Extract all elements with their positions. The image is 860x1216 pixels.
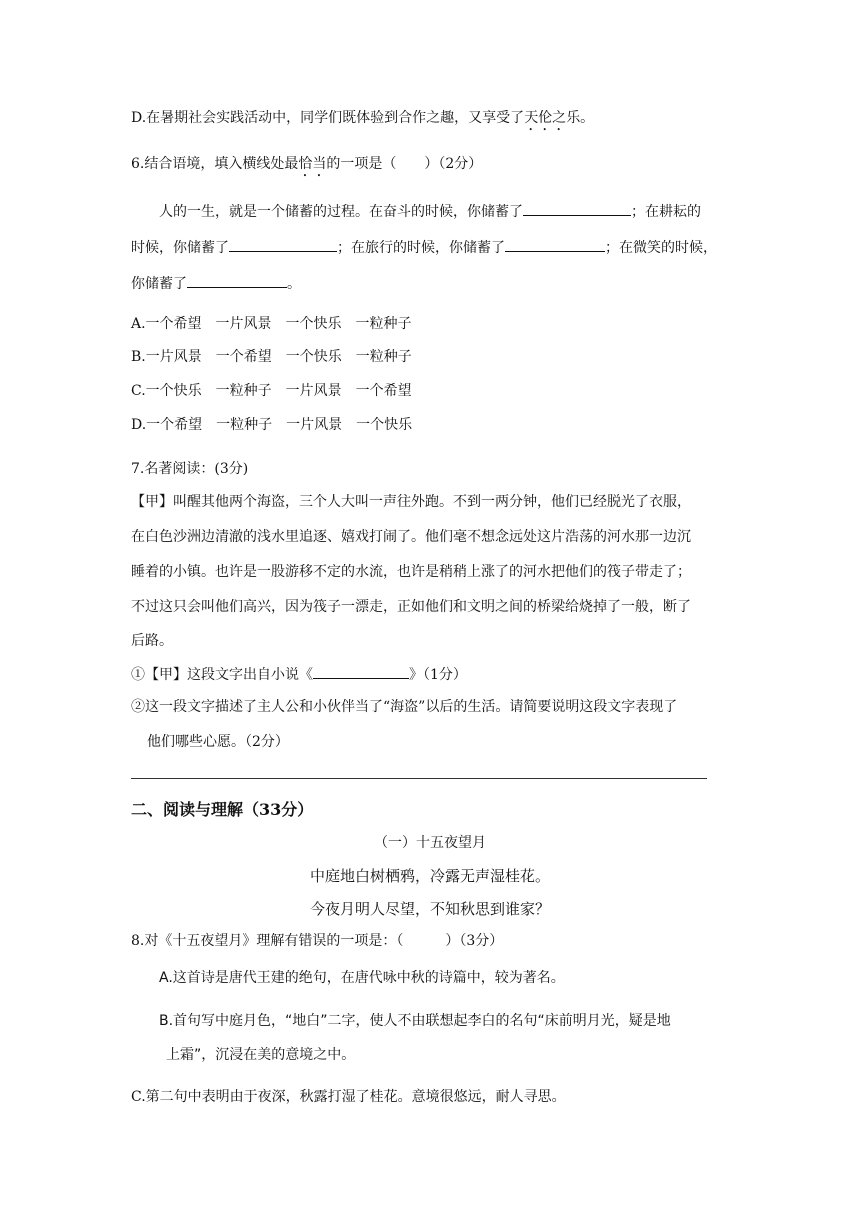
- blank-1: [523, 201, 631, 216]
- option-d-tail: 乐。: [566, 110, 595, 126]
- q6-option-c: C.一个快乐 一粒种子 一片风景 一个希望: [131, 383, 412, 399]
- q6-option-b: B.一片风景 一个希望 一个快乐 一粒种子: [131, 349, 412, 365]
- book-title-blank: [313, 664, 409, 679]
- q6-emphasis: 恰当: [298, 156, 327, 172]
- p6-l2a: 时候，你储蓄了: [131, 240, 229, 256]
- q8-option-b-line2: 上霜”，沉浸在美的意境之中。: [166, 1047, 356, 1063]
- blank-2: [229, 237, 337, 252]
- option-d-text: D.在暑期社会实践活动中，同学们既体验到合作之趣，又享受了: [131, 110, 525, 126]
- question-7-title: 7.名著阅读：(3分): [131, 461, 249, 477]
- p6-l3a: 你储蓄了: [131, 276, 187, 292]
- q6-option-d: D.一个希望 一粒种子 一片风景 一个快乐: [131, 417, 413, 433]
- passage6-line1: [159, 201, 701, 222]
- q7-sub2-line2: 他们哪些心愿。（2分）: [147, 734, 289, 750]
- section-heading: 二、阅读与理解（33分）: [131, 800, 314, 819]
- answer-line: [131, 778, 707, 779]
- passage6-line2: [131, 237, 717, 258]
- option-d-line: [131, 108, 594, 134]
- q8-option-c: C.第二句中表明由于夜深，秋露打湿了桂花。意境很悠远，耐人寻思。: [131, 1089, 566, 1105]
- passage6-line3: [131, 273, 301, 294]
- q7-passage-line: 后路。: [131, 633, 173, 649]
- poem-line-2: 今夜月明人尽望，不知秋思到谁家？: [309, 900, 550, 918]
- q7-sub2-line1: ②这一段文字描述了主人公和小伙伴当了“海盗”以后的生活。请简要说明这段文字表现了: [131, 699, 678, 715]
- p6-l2b: ；在旅行的时候，你储蓄了: [337, 240, 505, 256]
- q7-passage-line: 睡着的小镇。也许是一股游移不定的水流，也许是稍稍上涨了的河水把他们的筏子带走了；: [131, 564, 691, 580]
- q7-passage-line: 不过这只会叫他们高兴，因为筏子一漂走，正如他们和文明之间的桥梁给烧掉了一般，断了: [131, 599, 691, 615]
- q6-tail: 的一项是（ ）（2分）: [326, 156, 483, 172]
- p6-l1b: ；在耕耘的: [631, 204, 701, 220]
- question-6-title: [131, 154, 482, 180]
- p6-l1a: 人的一生，就是一个储蓄的过程。在奋斗的时候，你储蓄了: [159, 204, 523, 220]
- poem-line-1: 中庭地白树栖鸦，冷露无声湿桂花。: [309, 867, 550, 885]
- q7-sub1-tail: 》（1分）: [409, 667, 467, 683]
- q8-option-a: A.这首诗是唐代王建的绝句，在唐代咏中秋的诗篇中，较为著名。: [159, 970, 565, 986]
- p6-l2c: ；在微笑的时候，: [605, 240, 717, 256]
- question-8-title: 8.对《十五夜望月》理解有错误的一项是：（ ）（3分）: [131, 933, 504, 949]
- q7-sub1: [131, 664, 467, 685]
- q7-passage-line: 在白色沙洲边清澈的浅水里追逐、嬉戏打闹了。他们毫不想念远处这片浩荡的河水那一边沉: [131, 529, 691, 545]
- poem-title: （一）十五夜望月: [374, 835, 486, 851]
- q6-text: 6.结合语境，填入横线处最: [131, 156, 299, 172]
- q8-option-b-line1: B.首句写中庭月色，“地白”二字，使人不由联想起李白的名句“床前明月光，疑是地: [159, 1013, 671, 1029]
- p6-l3b: 。: [287, 276, 301, 292]
- q7-passage-line: 【甲】叫醒其他两个海盗，三个人大叫一声往外跑。不到一两分钟，他们已经脱光了衣服，: [131, 494, 691, 510]
- q7-sub1-text: ①【甲】这段文字出自小说《: [131, 667, 313, 683]
- blank-4: [187, 273, 287, 288]
- option-d-emphasis: 天伦之: [524, 110, 567, 126]
- blank-3: [505, 237, 605, 252]
- q6-option-a: A.一个希望 一片风景 一个快乐 一粒种子: [131, 316, 412, 332]
